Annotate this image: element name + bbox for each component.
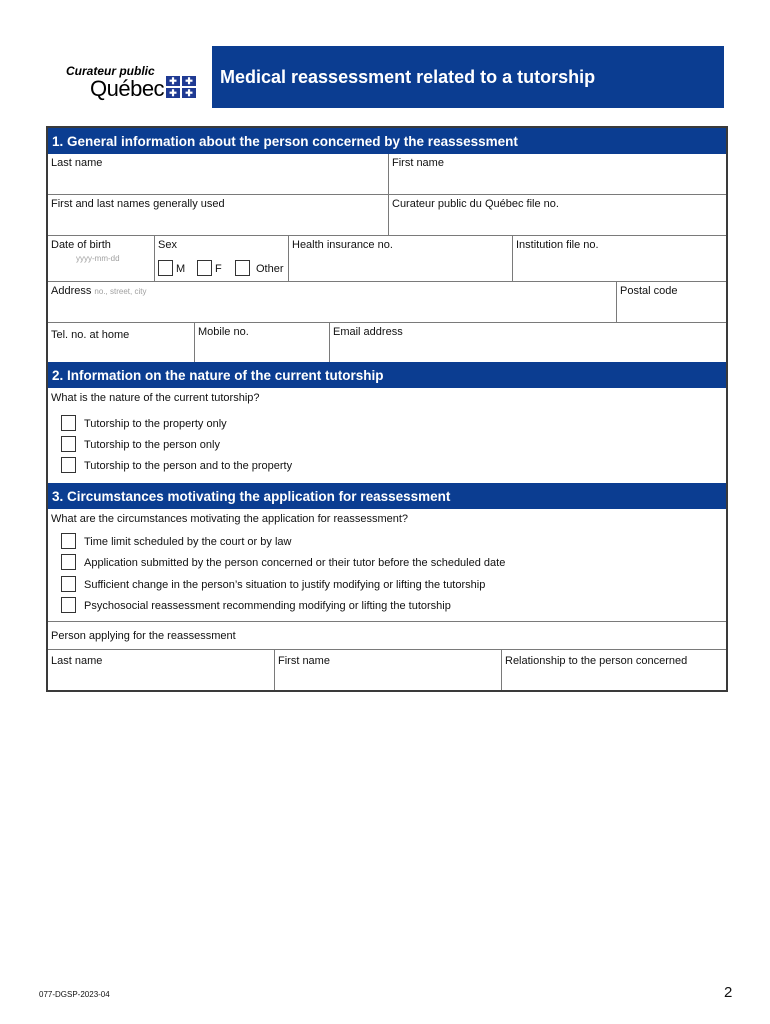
circumstance-application-checkbox[interactable] xyxy=(61,554,76,570)
dob-label: Date of birth xyxy=(51,239,111,251)
postal-code-label: Postal code xyxy=(620,285,678,297)
form-code: 077-DGSP-2023-04 xyxy=(39,990,110,999)
file-no-field[interactable] xyxy=(388,195,726,235)
row-names-used xyxy=(48,195,726,236)
quebec-flag-icon: ✚ ✚ ✚ ✚ xyxy=(166,76,196,98)
row-dob-sex xyxy=(48,236,726,282)
curateur-public-logo xyxy=(64,64,204,104)
tutorship-property-label: Tutorship to the property only xyxy=(84,418,227,430)
section3-heading: 3. Circumstances motivating the application for reassessment xyxy=(48,483,726,509)
row-address xyxy=(48,282,726,323)
circumstance-change-label: Sufficient change in the person’s situation to justify modifying or lifting the tutorship xyxy=(84,579,486,591)
applicant-row xyxy=(48,622,726,650)
dob-field[interactable] xyxy=(48,236,154,281)
circumstance-psychosocial-checkbox[interactable] xyxy=(61,597,76,613)
sex-f-label: F xyxy=(215,263,222,275)
reassessment-form xyxy=(46,126,728,692)
page-number: 2 xyxy=(724,984,733,1001)
address-label-text: Address xyxy=(51,285,92,297)
section2-heading: 2. Information on the nature of the current tutorship xyxy=(48,362,726,388)
tel-home-field[interactable] xyxy=(48,323,194,362)
tutorship-person-label: Tutorship to the person only xyxy=(84,439,220,451)
sex-m-checkbox[interactable] xyxy=(158,260,173,276)
email-field[interactable] xyxy=(329,323,726,362)
first-name-label: First name xyxy=(392,157,444,169)
section2-body xyxy=(48,388,726,483)
applicant-last-name-field[interactable] xyxy=(48,650,274,690)
sex-f-checkbox[interactable] xyxy=(197,260,212,276)
address-label xyxy=(51,285,146,297)
sex-field xyxy=(154,236,288,281)
relationship-label: Relationship to the person concerned xyxy=(505,655,688,667)
applicant-first-name-label: First name xyxy=(278,655,330,667)
names-used-label: First and last names generally used xyxy=(51,198,225,210)
mobile-label: Mobile no. xyxy=(198,326,249,338)
last-name-field[interactable] xyxy=(48,154,388,194)
sex-m-label: M xyxy=(176,263,186,275)
tel-home-label: Tel. no. at home xyxy=(51,329,130,341)
tutorship-both-label: Tutorship to the person and to the property xyxy=(84,460,293,472)
circumstance-time-limit-label: Time limit scheduled by the court or by law xyxy=(84,536,292,548)
postal-code-field[interactable] xyxy=(616,282,726,322)
mobile-field[interactable] xyxy=(194,323,329,362)
address-hint: no., street, city xyxy=(94,287,147,296)
relationship-field[interactable] xyxy=(501,650,726,690)
applicant-last-name-label: Last name xyxy=(51,655,103,667)
applicant-label: Person applying for the reassessment xyxy=(51,630,236,642)
form-title: Medical reassessment related to a tutorship xyxy=(212,46,724,108)
institution-no-label: Institution file no. xyxy=(516,239,599,251)
section1-heading: 1. General information about the person concerned by the reassessment xyxy=(48,128,726,154)
tutorship-property-checkbox[interactable] xyxy=(61,415,76,431)
sex-label: Sex xyxy=(158,239,177,251)
logo-line2: Québec xyxy=(90,76,165,101)
institution-no-field[interactable] xyxy=(512,236,726,281)
circumstance-psychosocial-label: Psychosocial reassessment recommending modifying or lifting the tutorship xyxy=(84,600,451,612)
last-name-label: Last name xyxy=(51,157,103,169)
names-used-field[interactable] xyxy=(48,195,388,235)
row-contact xyxy=(48,323,726,362)
sex-other-checkbox[interactable] xyxy=(235,260,250,276)
circumstance-time-limit-checkbox[interactable] xyxy=(61,533,76,549)
row-names xyxy=(48,154,726,195)
email-label: Email address xyxy=(333,326,403,338)
applicant-first-name-field[interactable] xyxy=(274,650,501,690)
dob-hint: yyyy-mm-dd xyxy=(76,254,120,263)
first-name-field[interactable] xyxy=(388,154,726,194)
circumstance-application-label: Application submitted by the person concerned or their tutor before the scheduled date xyxy=(84,557,506,569)
sex-other-label: Other xyxy=(256,263,284,275)
section2-question: What is the nature of the current tutorship? xyxy=(51,392,260,404)
section3-body xyxy=(48,509,726,622)
applicant-fields-row xyxy=(48,650,726,690)
circumstance-change-checkbox[interactable] xyxy=(61,576,76,592)
tutorship-both-checkbox[interactable] xyxy=(61,457,76,473)
address-field[interactable] xyxy=(48,282,616,322)
section3-question: What are the circumstances motivating the application for reassessment? xyxy=(51,513,409,525)
health-no-label: Health insurance no. xyxy=(292,239,393,251)
health-no-field[interactable] xyxy=(288,236,512,281)
file-no-label: Curateur public du Québec file no. xyxy=(392,198,559,210)
logo-line1: Curateur public xyxy=(66,64,155,78)
tutorship-person-checkbox[interactable] xyxy=(61,436,76,452)
